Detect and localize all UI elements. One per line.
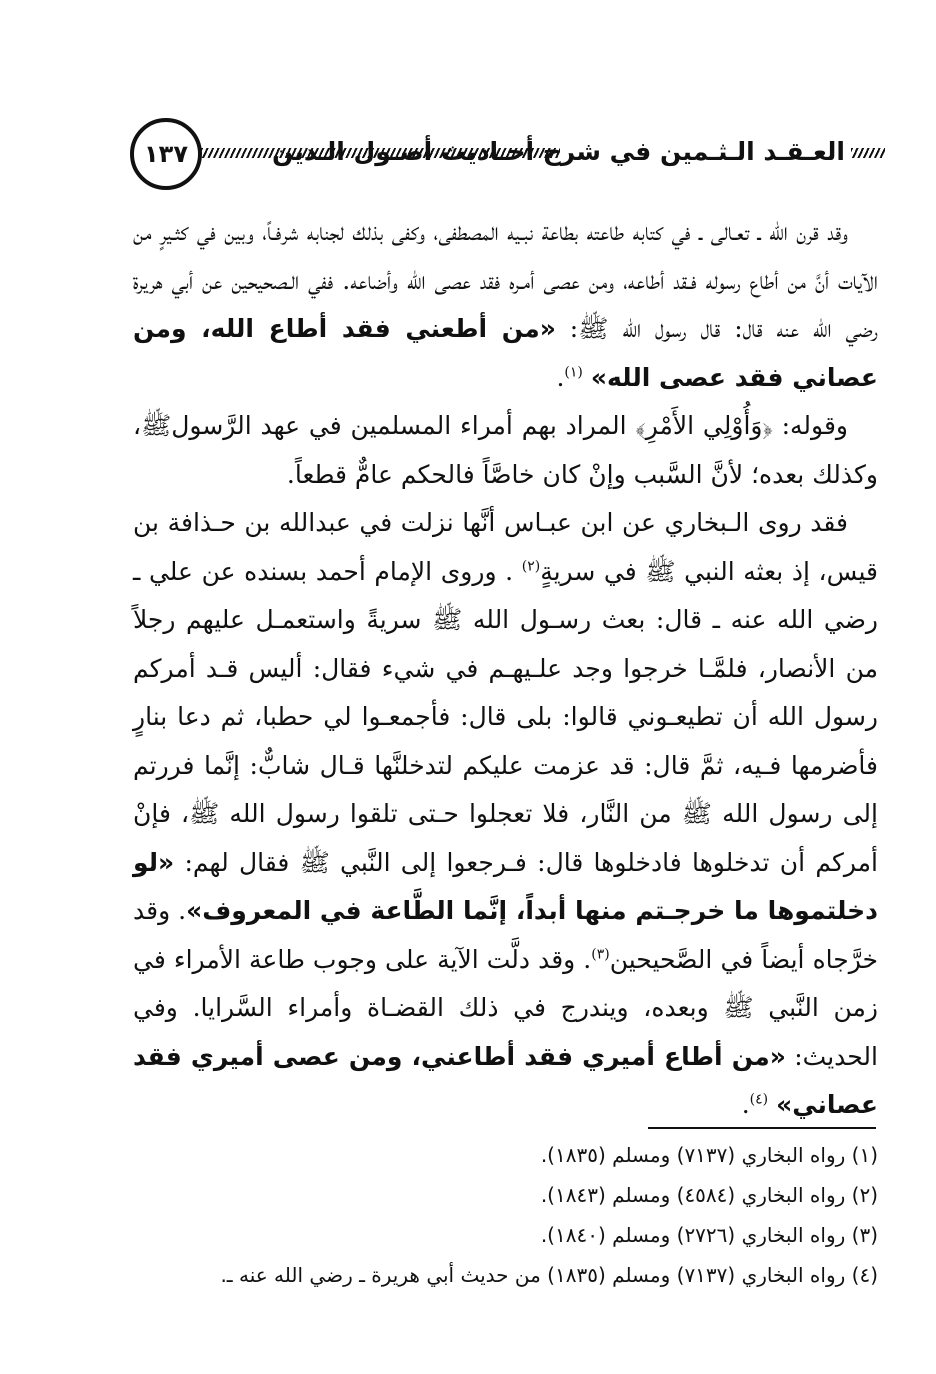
hadith-quote: «من أطاع أميري فقد أطاعني، ومن عصى أميري فقد عصاني» — [133, 1041, 878, 1119]
footnote-marker: (٤) — [749, 1091, 769, 1108]
paragraph-text: . وروى الإمام أحمد بسنده عن علي ـ رضي الله عنه ـ قال: بعث رسـول الله ﷺ سريةً واستعمـل عليهم رجلاً من الأنصار، فلمَّـا خرجوا وجد علـيهـم في شيء فقال: أليس قـد أمركم رسول الله أن تطيعـوني قالوا: بلى قال: فأجمعـوا لي حطبا، ثم دعا بنارٍ فأضرمها فـيه، ثمَّ قال: قد عزمت عليكم لتدخلنَّها قـال شابٌّ: إنَّما فررتم إلى رسول الله ﷺ من النَّار، فلا تعجلوا حـتى تلقوا رسول الله ﷺ، فإنْ أمركم أن تدخلوها فادخلوها قال: فـرجعوا إلى النَّبي ﷺ فقال لهم: — [133, 556, 878, 877]
footnote-4: (٤) رواه البخاري (٧١٣٧) ومسلم (١٨٣٥) من حديث أبي هريرة ـ رضي الله عنه ـ. — [220, 1263, 878, 1287]
paragraph-2 — [133, 402, 878, 499]
paragraph-tail: . — [556, 362, 565, 392]
footnote-marker: (١) — [564, 364, 583, 381]
footnote-3: (٣) رواه البخاري (٢٧٢٦) ومسلم (١٨٤٠). — [540, 1223, 878, 1247]
paragraph-text: . وقد دلَّت الآية على وجوب طاعة الأمراء في زمن النَّبي ﷺ وبعده، ويندرج في ذلك القضـاة وأمراء السَّرايا. وفي الحديث: — [133, 944, 878, 1071]
footnote-1: (١) رواه البخاري (٧١٣٧) ومسلم (١٨٣٥). — [540, 1143, 878, 1167]
footnotes — [133, 1135, 878, 1295]
paragraph-1 — [133, 208, 878, 402]
hadith-quote: «لو دخلتموها ما خرجـتم منها أبداً، إنَّما الطَّاعة في المعروف» — [133, 847, 878, 925]
header-rule-end — [851, 148, 885, 158]
paragraph-text: . وقد خرَّجاه أيضاً في الصَّحيحين — [133, 896, 878, 974]
hadith-quote: «من أطعني فقد أطاع الله، ومن عصاني فقد عصى الله» — [133, 314, 878, 392]
book-title: العـقـد الـثـمين في شرح أحـاديث أصـول الـدين — [271, 137, 845, 166]
paragraph-text: وقد قرن الله ـ تعـالى ـ في كتابه طاعته بطاعة نبـيه المصطفى، وكفى بذلك لجنابه شرفـاً، وبين في كثـيرٍ من الآيات أنَّ من أطاع رسوله فـقد أطاعه، ومن عصى أمـره فقد عصى الله وأضاعه. ففي الـصحيحين عن أبي هريرة رضي الله عنه قال: قال رسول الله ﷺ: — [133, 217, 879, 343]
main-text — [133, 208, 878, 1130]
footnote-marker: (٣) — [591, 946, 610, 963]
paragraph-text: فقد روى الـبخاري عن ابن عبـاس أنَّها نزلت في عبدالله بن حـذافة بن قيس، إذ بعثه النبي ﷺ في سريةٍ — [133, 508, 878, 586]
running-header — [130, 118, 885, 198]
page-number: ١٣٧ — [144, 140, 188, 168]
footnote-separator — [648, 1127, 876, 1129]
footnote-2: (٢) رواه البخاري (٤٥٨٤) ومسلم (١٨٤٣). — [540, 1183, 878, 1207]
page-number-badge — [130, 118, 202, 190]
footnote-marker: (٢) — [521, 558, 541, 575]
paragraph-tail: . — [741, 1090, 750, 1119]
paragraph-3 — [133, 499, 878, 1130]
paragraph-text: وقوله: ﴿وَأُوْلِي الأَمْرِ﴾ المراد بهم أمراء المسلمين في عهد الرَّسولﷺ، وكذلك بعده؛ لأنَّ السَّبب وإنْ كان خاصَّاً فالحكم عامٌّ قطعاً. — [133, 411, 878, 489]
